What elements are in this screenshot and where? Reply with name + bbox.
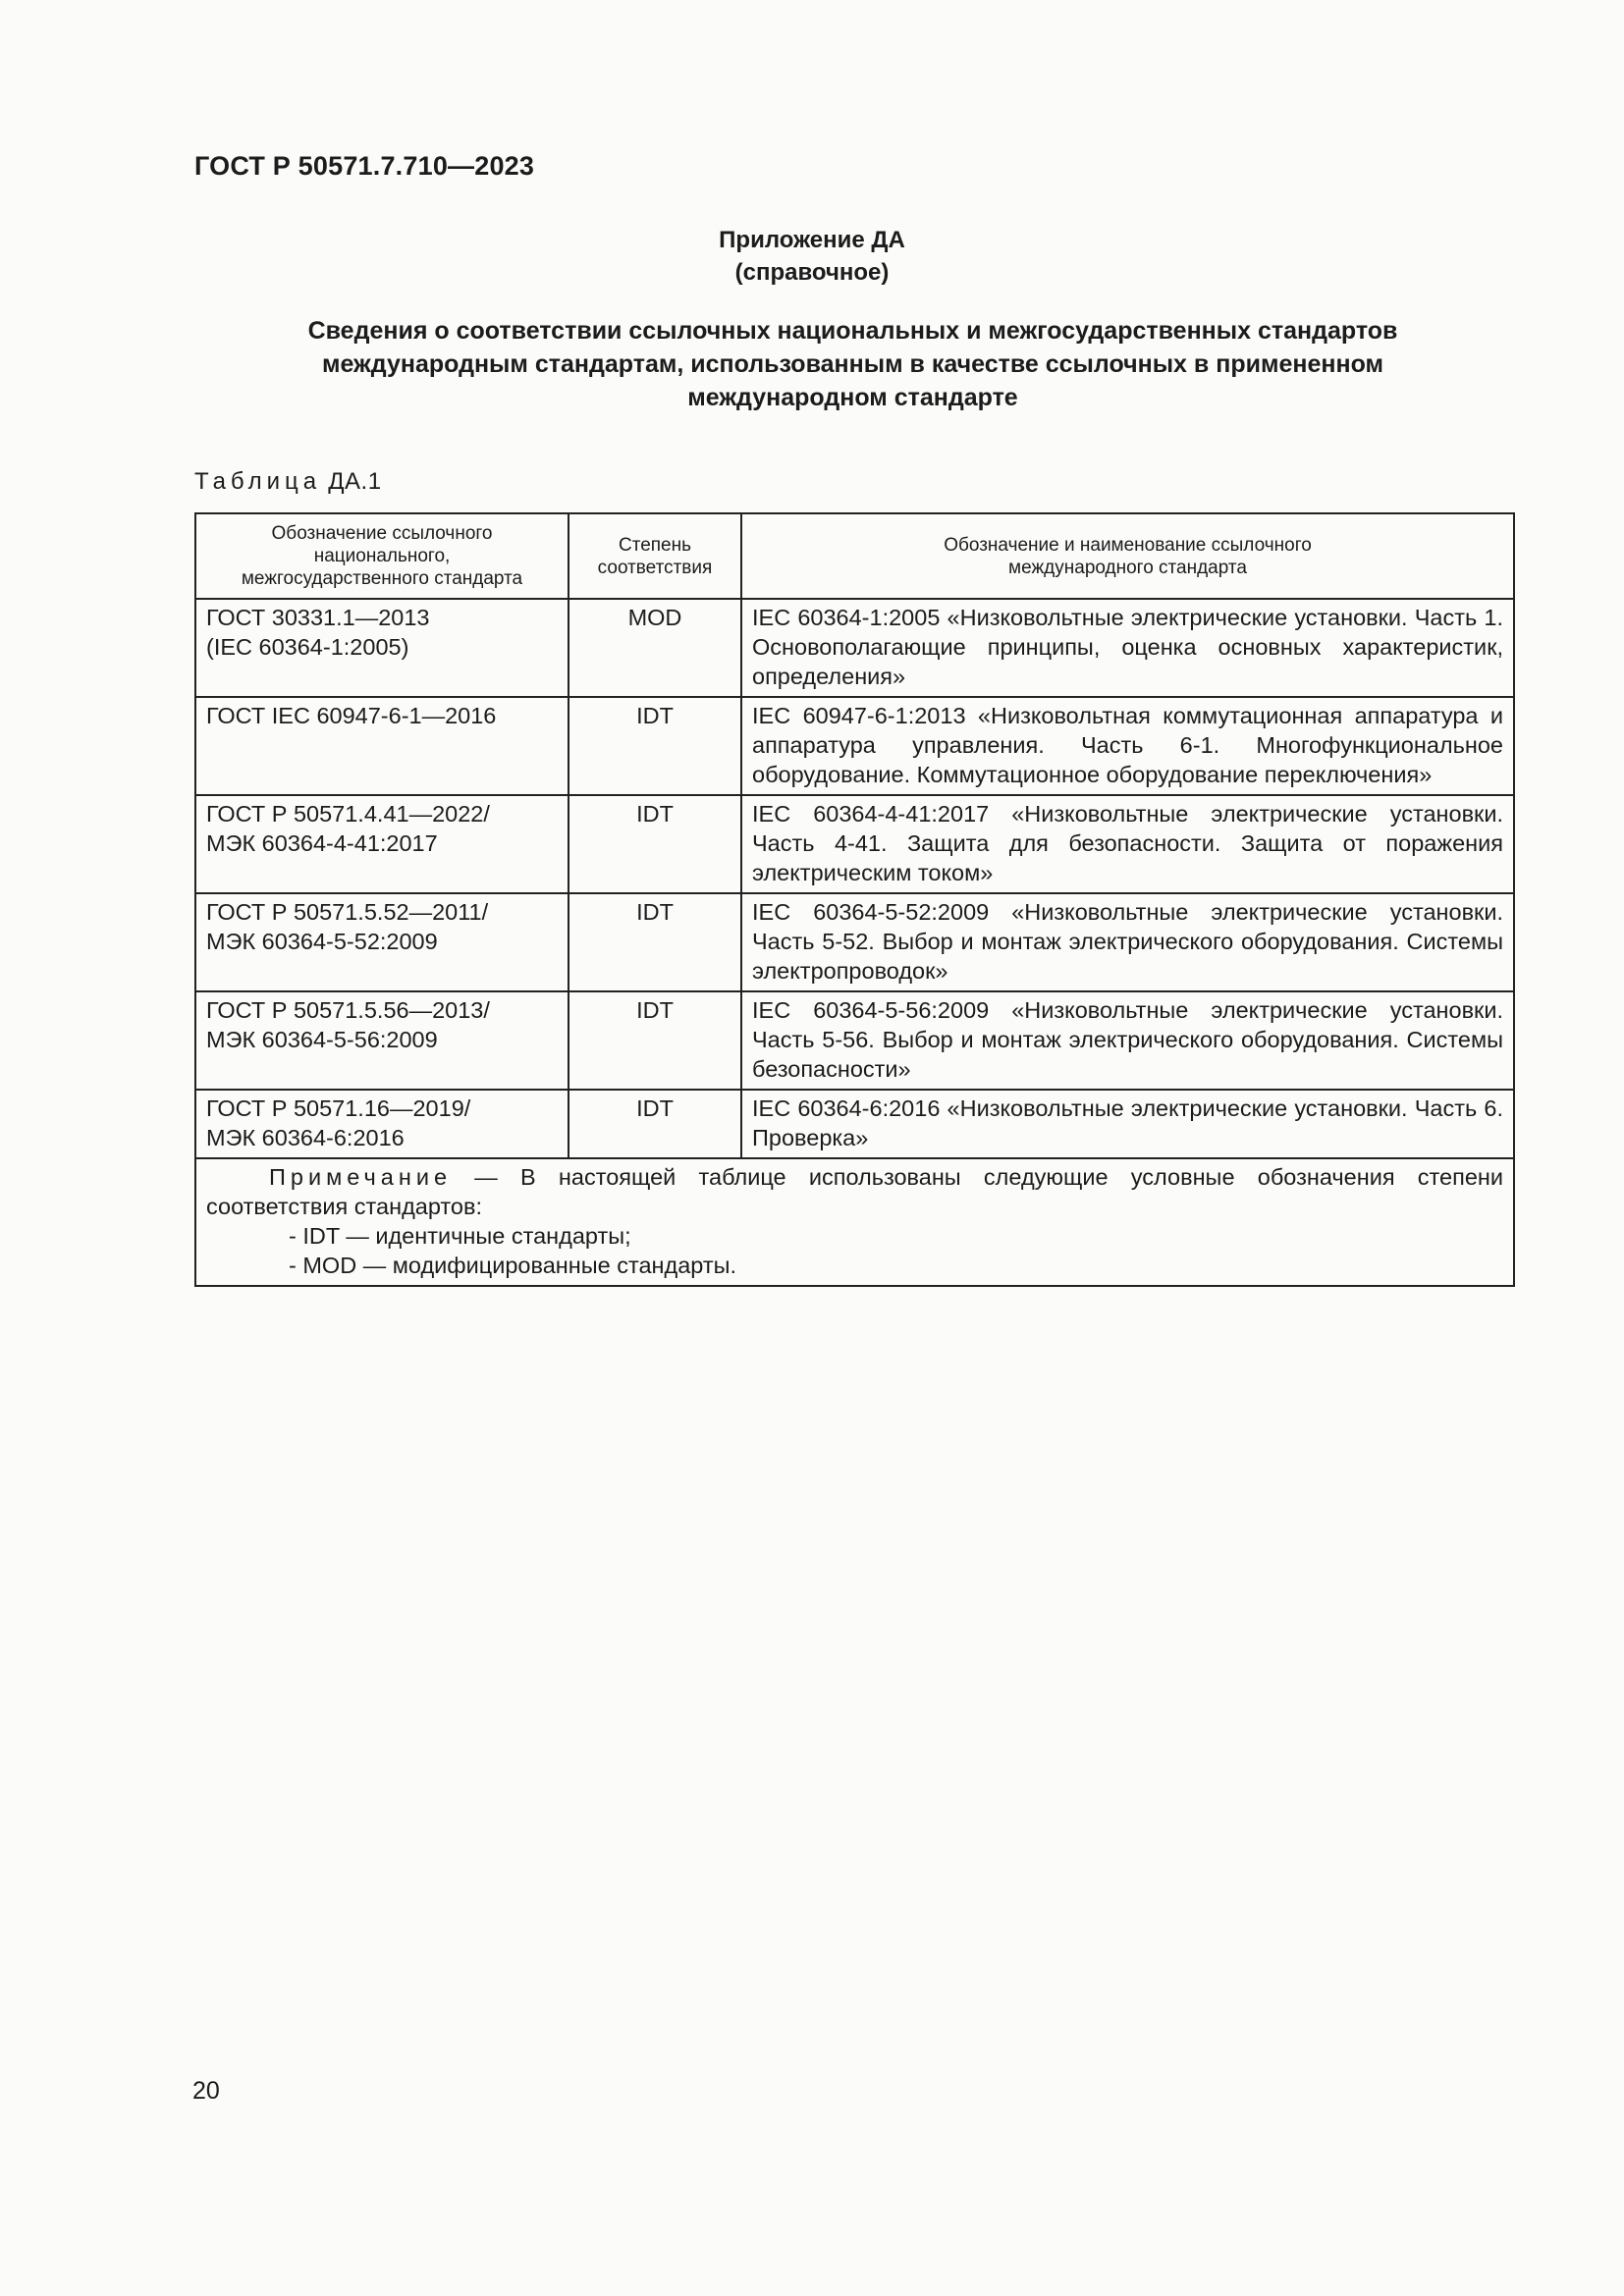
note-item-idt: - IDT — идентичные стандарты; <box>289 1223 631 1249</box>
degree-cell: IDT <box>568 991 741 1090</box>
title-line-2: международным стандартам, использованным в качестве ссылочных в примененном <box>321 350 1384 378</box>
international-standard-cell: IEC 60364-4-41:2017 «Низковольтные электрические установки. Часть 4-41. Защита для безопасности. Защита от поражения электрическим током» <box>741 795 1514 893</box>
document-code: ГОСТ Р 50571.7.710—2023 <box>194 151 535 181</box>
international-standard-cell: IEC 60364-5-52:2009 «Низковольтные электрические установки. Часть 5-52. Выбор и монтаж электрического оборудования. Системы электропроводок» <box>741 893 1514 991</box>
table-row <box>195 991 1514 1090</box>
note-item-mod: - MOD — модифицированные стандарты. <box>289 1253 737 1278</box>
national-standard-cell: ГОСТ Р 50571.16—2019/ МЭК 60364-6:2016 <box>195 1090 568 1158</box>
degree-cell: MOD <box>568 599 741 697</box>
appendix-type: (справочное) <box>734 259 890 286</box>
table-row <box>195 795 1514 893</box>
header-international-standard: Обозначение и наименование ссылочного международного стандарта <box>741 513 1514 599</box>
national-standard-cell: ГОСТ IEC 60947-6-1—2016 <box>195 697 568 795</box>
appendix-title <box>194 314 1511 414</box>
note-lead: Примечание <box>269 1164 453 1190</box>
degree-cell: IDT <box>568 795 741 893</box>
national-standard-cell: ГОСТ Р 50571.5.52—2011/ МЭК 60364-5-52:2009 <box>195 893 568 991</box>
title-line-3: международном стандарте <box>687 384 1018 411</box>
appendix-heading <box>0 224 1624 289</box>
table-note <box>195 1158 1514 1286</box>
title-line-1: Сведения о соответствии ссылочных национальных и межгосударственных стандартов <box>307 317 1398 345</box>
international-standard-cell: IEC 60947-6-1:2013 «Низковольтная коммутационная аппаратура и аппаратура управления. Часть 6-1. Многофункциональное оборудование. Коммутационное оборудование переключения» <box>741 697 1514 795</box>
international-standard-cell: IEC 60364-6:2016 «Низковольтные электрические установки. Часть 6. Проверка» <box>741 1090 1514 1158</box>
degree-cell: IDT <box>568 697 741 795</box>
table-header-row <box>195 513 1514 599</box>
table-row <box>195 599 1514 697</box>
national-standard-cell: ГОСТ Р 50571.4.41—2022/ МЭК 60364-4-41:2017 <box>195 795 568 893</box>
degree-cell: IDT <box>568 1090 741 1158</box>
table-caption <box>194 468 382 496</box>
note-text: — В настоящей таблице использованы следующие условные обозначения степени соответствия стандартов: <box>206 1164 1503 1219</box>
international-standard-cell: IEC 60364-1:2005 «Низковольтные электрические установки. Часть 1. Основополагающие принципы, оценка основных характеристик, определения» <box>741 599 1514 697</box>
national-standard-cell: ГОСТ Р 50571.5.56—2013/ МЭК 60364-5-56:2009 <box>195 991 568 1090</box>
appendix-label: Приложение ДА <box>719 227 905 253</box>
international-standard-cell: IEC 60364-5-56:2009 «Низковольтные электрические установки. Часть 5-56. Выбор и монтаж электрического оборудования. Системы безопасности» <box>741 991 1514 1090</box>
table-row <box>195 697 1514 795</box>
table-note-row <box>195 1158 1514 1286</box>
page-number: 20 <box>192 2077 220 2105</box>
national-standard-cell: ГОСТ 30331.1—2013 (IEC 60364-1:2005) <box>195 599 568 697</box>
table-row <box>195 893 1514 991</box>
degree-cell: IDT <box>568 893 741 991</box>
table-caption-number: ДА.1 <box>328 468 382 495</box>
standards-table <box>194 512 1515 1287</box>
header-degree: Степень соответствия <box>568 513 741 599</box>
header-national-standard: Обозначение ссылочного национального, межгосударственного стандарта <box>195 513 568 599</box>
table-caption-word: Таблица <box>194 468 322 495</box>
table-row <box>195 1090 1514 1158</box>
